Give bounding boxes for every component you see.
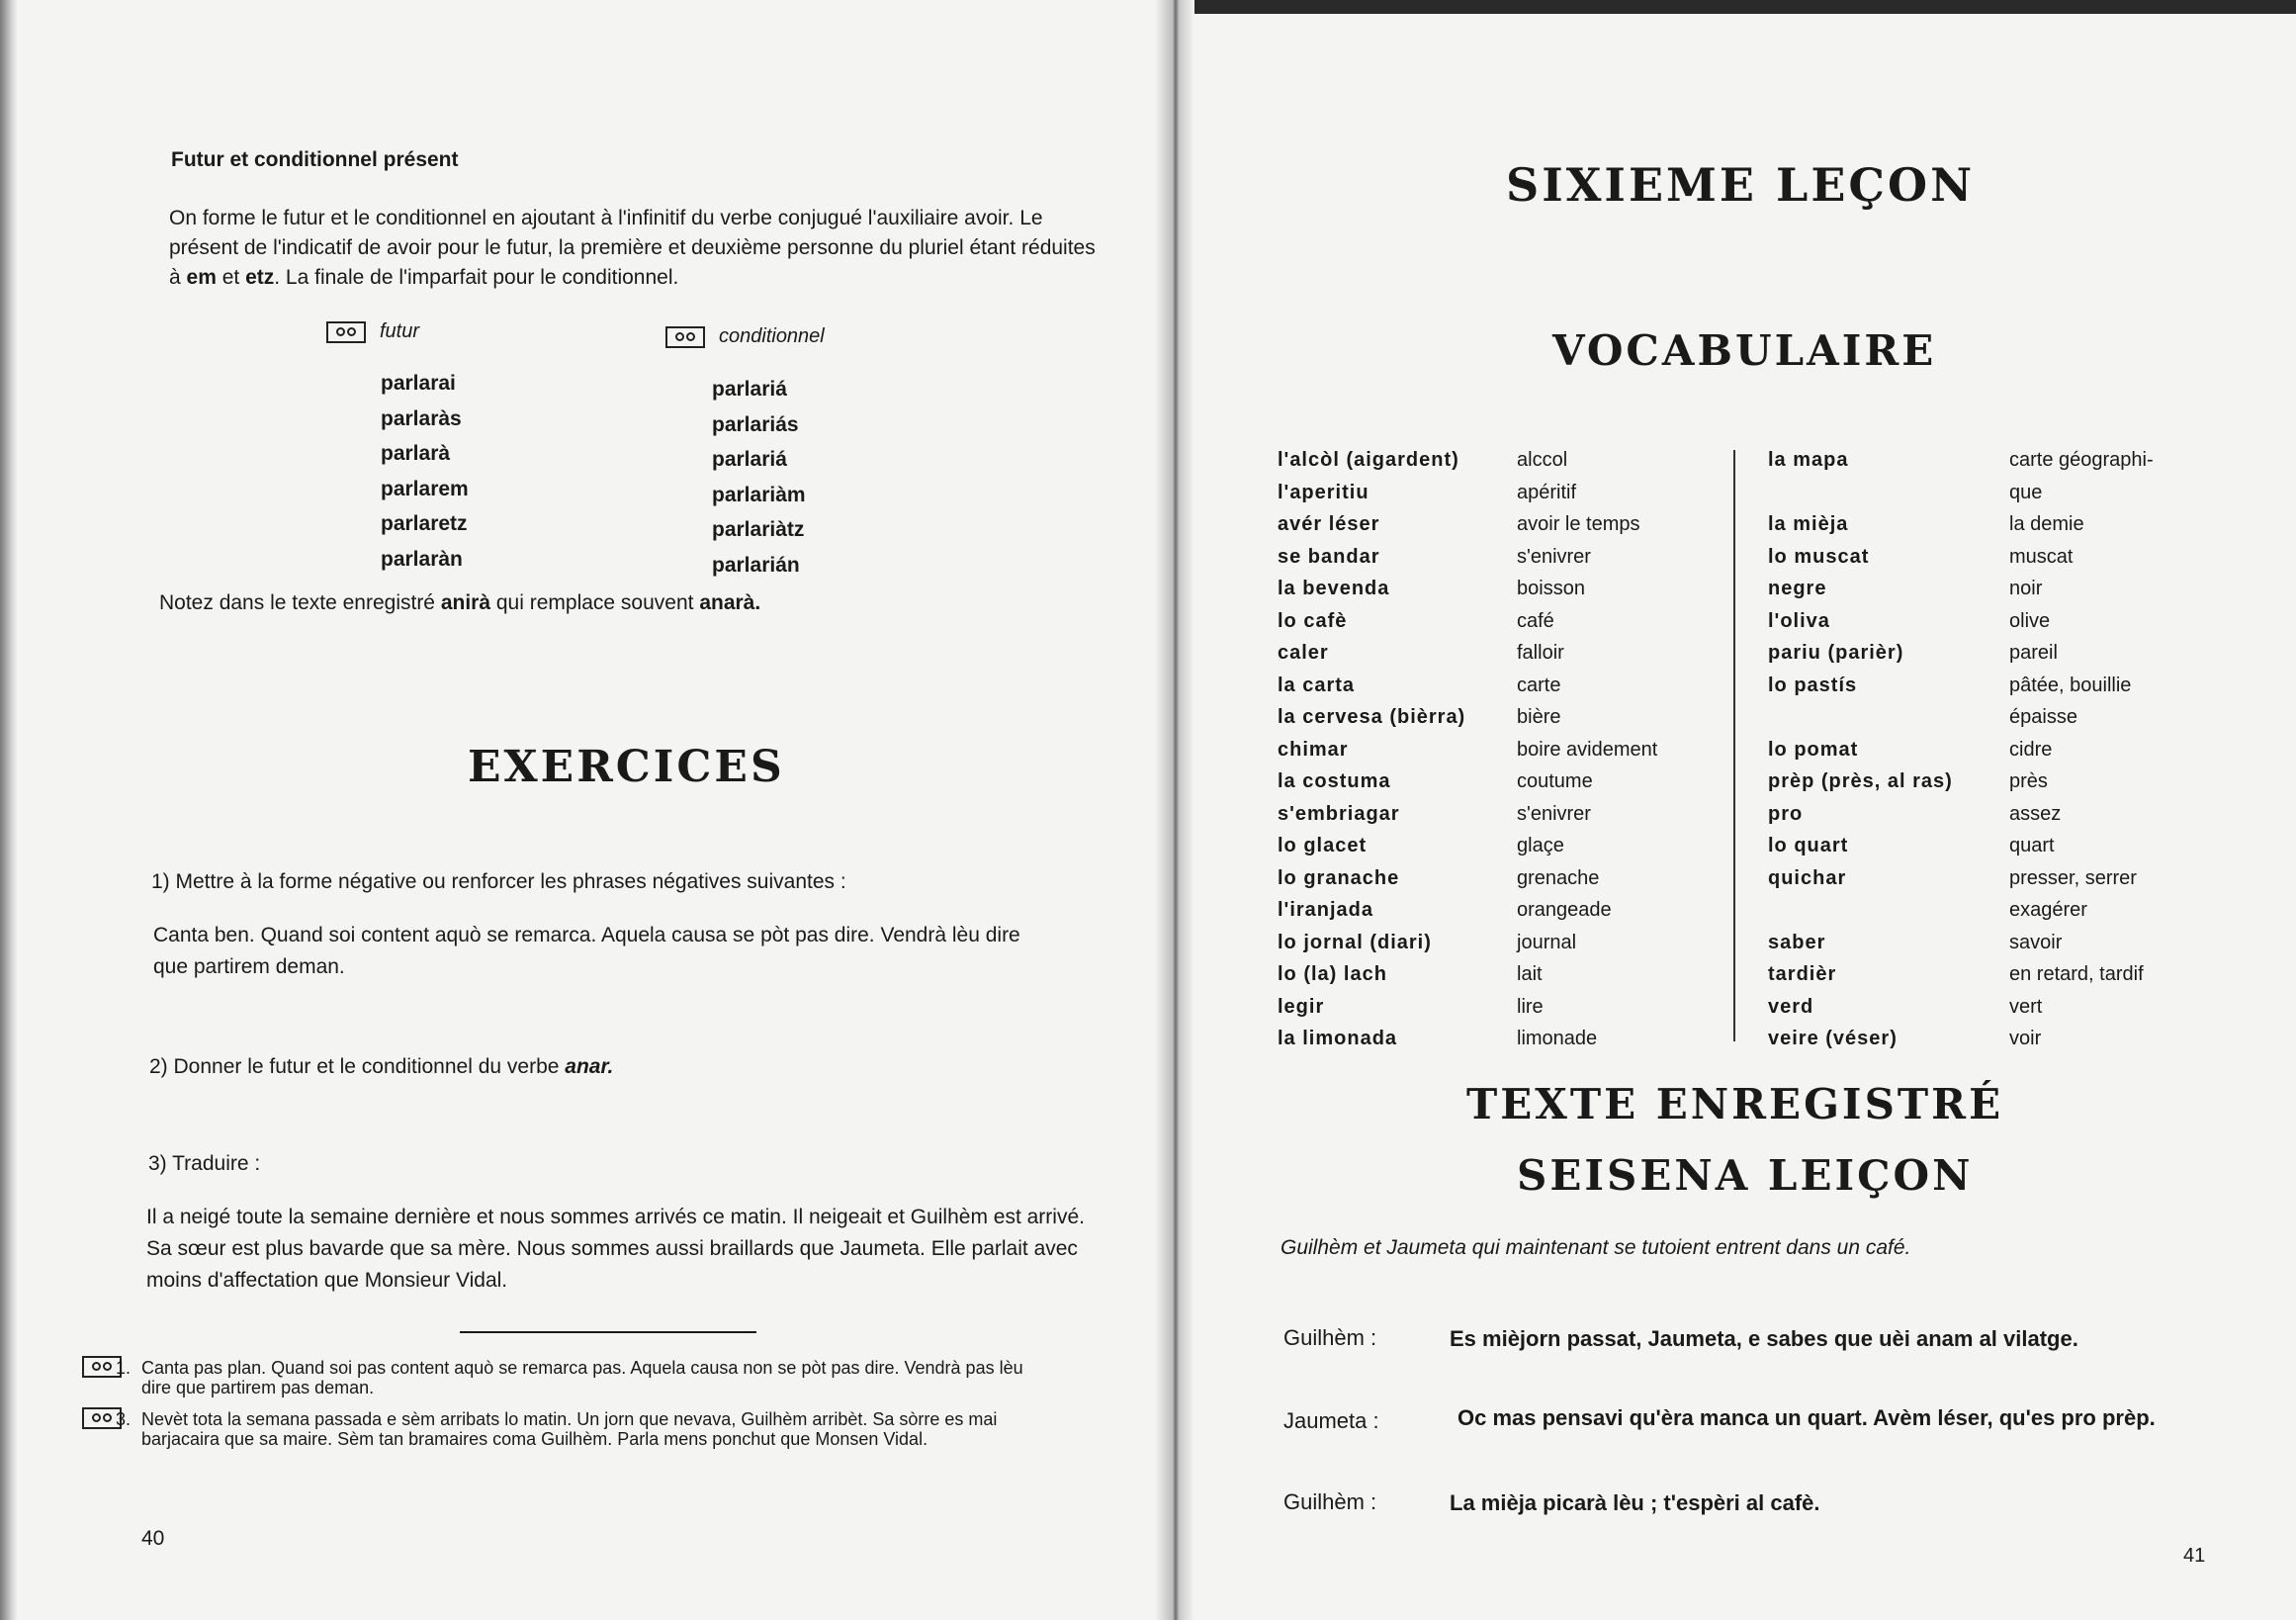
dialogue-line: Oc mas pensavi qu'èra manca un quart. Avèm léser, qu'es pro prèp.	[1457, 1405, 2156, 1430]
vocab-occitan-term: la cervesa (bièrra)	[1278, 706, 1466, 728]
vocab-occitan-term: negre	[1768, 578, 1827, 599]
vocab-french-term: limonade	[1517, 1028, 1598, 1049]
conditionnel-form: parlariá	[712, 448, 787, 471]
page-number: 41	[2183, 1545, 2206, 1567]
futur-forms	[381, 366, 469, 577]
vocab-occitan-term: veire (véser)	[1768, 1028, 1898, 1049]
dialogue-speaker: Guilhèm :	[1283, 1325, 1377, 1350]
vocab-french-term: orangeade	[1517, 899, 1612, 921]
vocab-occitan-column-2	[1768, 444, 1953, 1055]
vocab-column-divider	[1733, 450, 1735, 1041]
vocab-occitan-term: lo muscat	[1768, 545, 1870, 568]
dialogue-speaker: Guilhèm :	[1283, 1489, 1377, 1514]
vocab-french-term: pâtée, bouillie	[2009, 674, 2132, 696]
intro-paragraph	[169, 204, 1108, 293]
text-run: 2) Donner le futur et le conditionnel du verbe	[149, 1055, 566, 1078]
vocab-occitan-term: l'alcòl (aigardent)	[1278, 449, 1459, 471]
vocab-french-term: lire	[1517, 995, 1544, 1018]
vocabulary-title: VOCABULAIRE	[1552, 326, 1937, 375]
vocab-occitan-term	[1768, 477, 1953, 509]
text-run: anirà	[440, 591, 491, 614]
vocab-occitan-term	[1768, 894, 1953, 927]
vocab-occitan-term: la limonada	[1278, 1028, 1398, 1049]
vocab-french-term: épaisse	[2009, 706, 2077, 728]
vocab-french-term: s'enivrer	[1517, 802, 1591, 825]
exercise-1-instruction: 1) Mettre à la forme négative ou renforcer les phrases négatives suivantes :	[151, 870, 846, 893]
vocab-french-term: boire avidement	[1517, 738, 1658, 761]
book-gutter	[1155, 0, 1194, 1620]
exercise-1-text: Canta ben. Quand soi content aquò se remarca. Aquela causa se pòt pas dire. Vendrà lèu dire que partirem deman.	[153, 924, 1020, 978]
exercise-2-instruction	[149, 1055, 613, 1079]
vocab-occitan-term: lo (la) lach	[1278, 963, 1387, 985]
footnote-number: 3.	[116, 1409, 132, 1429]
conditionnel-header	[665, 325, 825, 348]
vocab-french-term: presser, serrer	[2009, 866, 2137, 889]
text-run: Notez dans le texte enregistré	[159, 591, 441, 614]
dialogue-line: Es mièjorn passat, Jaumeta, e sabes que uèi anam al vilatge.	[1450, 1326, 2078, 1351]
vocab-french-term: savoir	[2009, 931, 2063, 953]
vocab-occitan-term: tardièr	[1768, 963, 1837, 985]
conditionnel-form: parlariás	[712, 412, 799, 436]
left-page	[18, 0, 1155, 1620]
vocab-french-term: noir	[2009, 578, 2043, 599]
vocab-french-term: coutume	[1517, 770, 1593, 792]
vocab-french-term: que	[2009, 481, 2043, 503]
footnote-text: Canta pas plan. Quand soi pas content aquò se remarca pas. Aquela causa non se pòt pas dire. Vendrà pas lèu dire que partirem pas deman.	[141, 1358, 1023, 1397]
conditionnel-form: parlariàtz	[712, 518, 805, 541]
texte-title: TEXTE ENREGISTRÉ	[1466, 1080, 2004, 1128]
vocab-french-term: vert	[2009, 995, 2043, 1018]
vocab-french-term: assez	[2009, 802, 2062, 825]
vocab-occitan-term: saber	[1768, 931, 1826, 953]
text-run: em	[186, 266, 217, 289]
vocab-french-column-2	[2009, 444, 2154, 1055]
conditionnel-form: parlarián	[712, 553, 800, 577]
vocab-occitan-term	[1768, 701, 1953, 734]
dialogue-speaker: Jaumeta :	[1283, 1408, 1379, 1433]
vocab-occitan-term: se bandar	[1278, 545, 1380, 568]
footnote-number: 1.	[116, 1358, 132, 1378]
vocab-occitan-term: chimar	[1278, 738, 1349, 761]
vocab-french-term: voir	[2009, 1028, 2042, 1049]
vocab-occitan-term: la mièja	[1768, 513, 1849, 535]
text-run: anar.	[565, 1055, 614, 1078]
exercise-3-text: Il a neigé toute la semaine dernière et nous sommes arrivés ce matin. Il neigeait et Guilhèm est arrivé. Sa sœur est plus bavarde que sa mère. Nous sommes aussi braillards que Jaumeta. Elle parlait avec moins d'affectation que Monsieur Vidal.	[146, 1206, 1085, 1292]
vocab-occitan-term: prèp (près, al ras)	[1768, 770, 1953, 792]
vocab-occitan-term: lo quart	[1768, 835, 1849, 856]
dialogue-intro: Guilhèm et Jaumeta qui maintenant se tutoient entrent dans un café.	[1280, 1236, 1911, 1259]
text-run: et	[216, 266, 246, 289]
footnote-3	[116, 1409, 1051, 1449]
vocab-french-term: cidre	[2009, 738, 2053, 761]
vocab-occitan-term: lo cafè	[1278, 609, 1348, 632]
scan-left-edge	[0, 0, 18, 1620]
futur-form: parlarà	[381, 442, 451, 465]
vocab-occitan-term: lo pastís	[1768, 674, 1858, 696]
exercise-3-instruction: 3) Traduire :	[148, 1152, 261, 1175]
footnote-divider	[460, 1331, 756, 1333]
vocab-occitan-term: s'embriagar	[1278, 802, 1400, 825]
vocab-occitan-term: lo pomat	[1768, 738, 1859, 761]
vocab-french-term: café	[1517, 609, 1554, 632]
cassette-icon	[326, 321, 366, 343]
futur-header	[326, 320, 419, 343]
vocab-occitan-term: la bevenda	[1278, 578, 1390, 599]
vocab-french-column-1	[1517, 444, 1657, 1055]
conditionnel-form: parlariàm	[712, 483, 806, 506]
vocab-french-term: glaçe	[1517, 835, 1564, 856]
vocab-occitan-term: la mapa	[1768, 449, 1849, 471]
text-run: etz	[245, 266, 275, 289]
vocab-french-term: muscat	[2009, 545, 2074, 568]
vocab-french-term: quart	[2009, 835, 2055, 856]
vocab-occitan-term: lo granache	[1278, 866, 1400, 889]
seisena-title: SEISENA LEIÇON	[1517, 1151, 1974, 1200]
footnote-1	[116, 1358, 1051, 1397]
vocab-occitan-term: caler	[1278, 642, 1329, 664]
text-run: anarà.	[699, 591, 761, 614]
vocab-french-term: olive	[2009, 609, 2051, 632]
vocab-occitan-term: la costuma	[1278, 770, 1391, 792]
vocab-french-term: bière	[1517, 706, 1561, 728]
futur-form: parlaràn	[381, 547, 463, 571]
futur-form: parlaretz	[381, 512, 468, 535]
vocab-occitan-term: lo glacet	[1278, 835, 1368, 856]
vocab-french-term: en retard, tardif	[2009, 963, 2144, 985]
vocab-occitan-term: verd	[1768, 995, 1814, 1018]
futur-form: parlarai	[381, 372, 456, 395]
vocab-french-term: pareil	[2009, 642, 2058, 664]
vocab-occitan-column-1	[1278, 444, 1465, 1055]
exercices-title: EXERCICES	[468, 742, 785, 792]
vocab-french-term: apéritif	[1517, 481, 1577, 503]
vocab-french-term: la demie	[2009, 513, 2084, 535]
conditionnel-label: conditionnel	[719, 325, 825, 347]
vocab-french-term: carte géographi-	[2009, 449, 2154, 471]
vocab-occitan-term: l'aperitiu	[1278, 481, 1369, 503]
vocab-occitan-term: l'iranjada	[1278, 899, 1374, 921]
vocab-occitan-term: avér léser	[1278, 513, 1380, 535]
vocab-french-term: s'enivrer	[1517, 545, 1591, 568]
vocab-french-term: journal	[1517, 931, 1577, 953]
vocab-french-term: près	[2009, 770, 2048, 792]
futur-form: parlaràs	[381, 406, 462, 430]
vocab-occitan-term: legir	[1278, 995, 1325, 1018]
text-run: qui remplace souvent	[490, 591, 700, 614]
text-run: . La finale de l'imparfait pour le conditionnel.	[274, 266, 679, 289]
conditionnel-forms	[712, 372, 806, 583]
futur-label: futur	[380, 320, 420, 342]
futur-form: parlarem	[381, 477, 469, 500]
note-paragraph	[159, 591, 760, 615]
vocab-occitan-term: l'oliva	[1768, 609, 1830, 632]
vocab-occitan-term: pariu (parièr)	[1768, 642, 1904, 664]
vocab-french-term: exagérer	[2009, 899, 2087, 921]
right-page	[1194, 0, 2296, 1620]
vocab-french-term: avoir le temps	[1517, 513, 1640, 535]
vocab-occitan-term: lo jornal (diari)	[1278, 931, 1432, 953]
text-run: On forme le futur et le conditionnel en ajoutant à l'infinitif du verbe conjugué l'auxiliaire avoir. Le présent de l'indicatif de avoir pour le futur, la première et deuxième personne du pluriel étant réduites à	[169, 207, 1096, 289]
vocab-french-term: carte	[1517, 674, 1561, 696]
vocab-french-term: alccol	[1517, 449, 1568, 471]
footnote-text: Nevèt tota la semana passada e sèm arribats lo matin. Un jorn que nevava, Guilhèm arribèt. Sa sòrre es mai barjacaira que sa maire. Sèm tan bramaires coma Guilhèm. Parla mens ponchut que Monsen Vidal.	[141, 1409, 998, 1449]
vocab-occitan-term: la carta	[1278, 674, 1356, 696]
vocab-occitan-term: pro	[1768, 802, 1804, 825]
section-heading: Futur et conditionnel présent	[171, 148, 459, 171]
lesson-title: SIXIEME LEÇON	[1506, 158, 1976, 212]
vocab-french-term: boisson	[1517, 578, 1585, 599]
vocab-occitan-term: quichar	[1768, 866, 1847, 889]
conditionnel-form: parlariá	[712, 378, 787, 401]
vocab-french-term: grenache	[1517, 866, 1600, 889]
dialogue-line: La mièja picarà lèu ; t'espèri al cafè.	[1450, 1490, 1820, 1515]
vocab-french-term: falloir	[1517, 642, 1564, 664]
cassette-icon	[665, 326, 705, 348]
page-number: 40	[141, 1527, 165, 1550]
vocab-french-term: lait	[1517, 963, 1543, 985]
